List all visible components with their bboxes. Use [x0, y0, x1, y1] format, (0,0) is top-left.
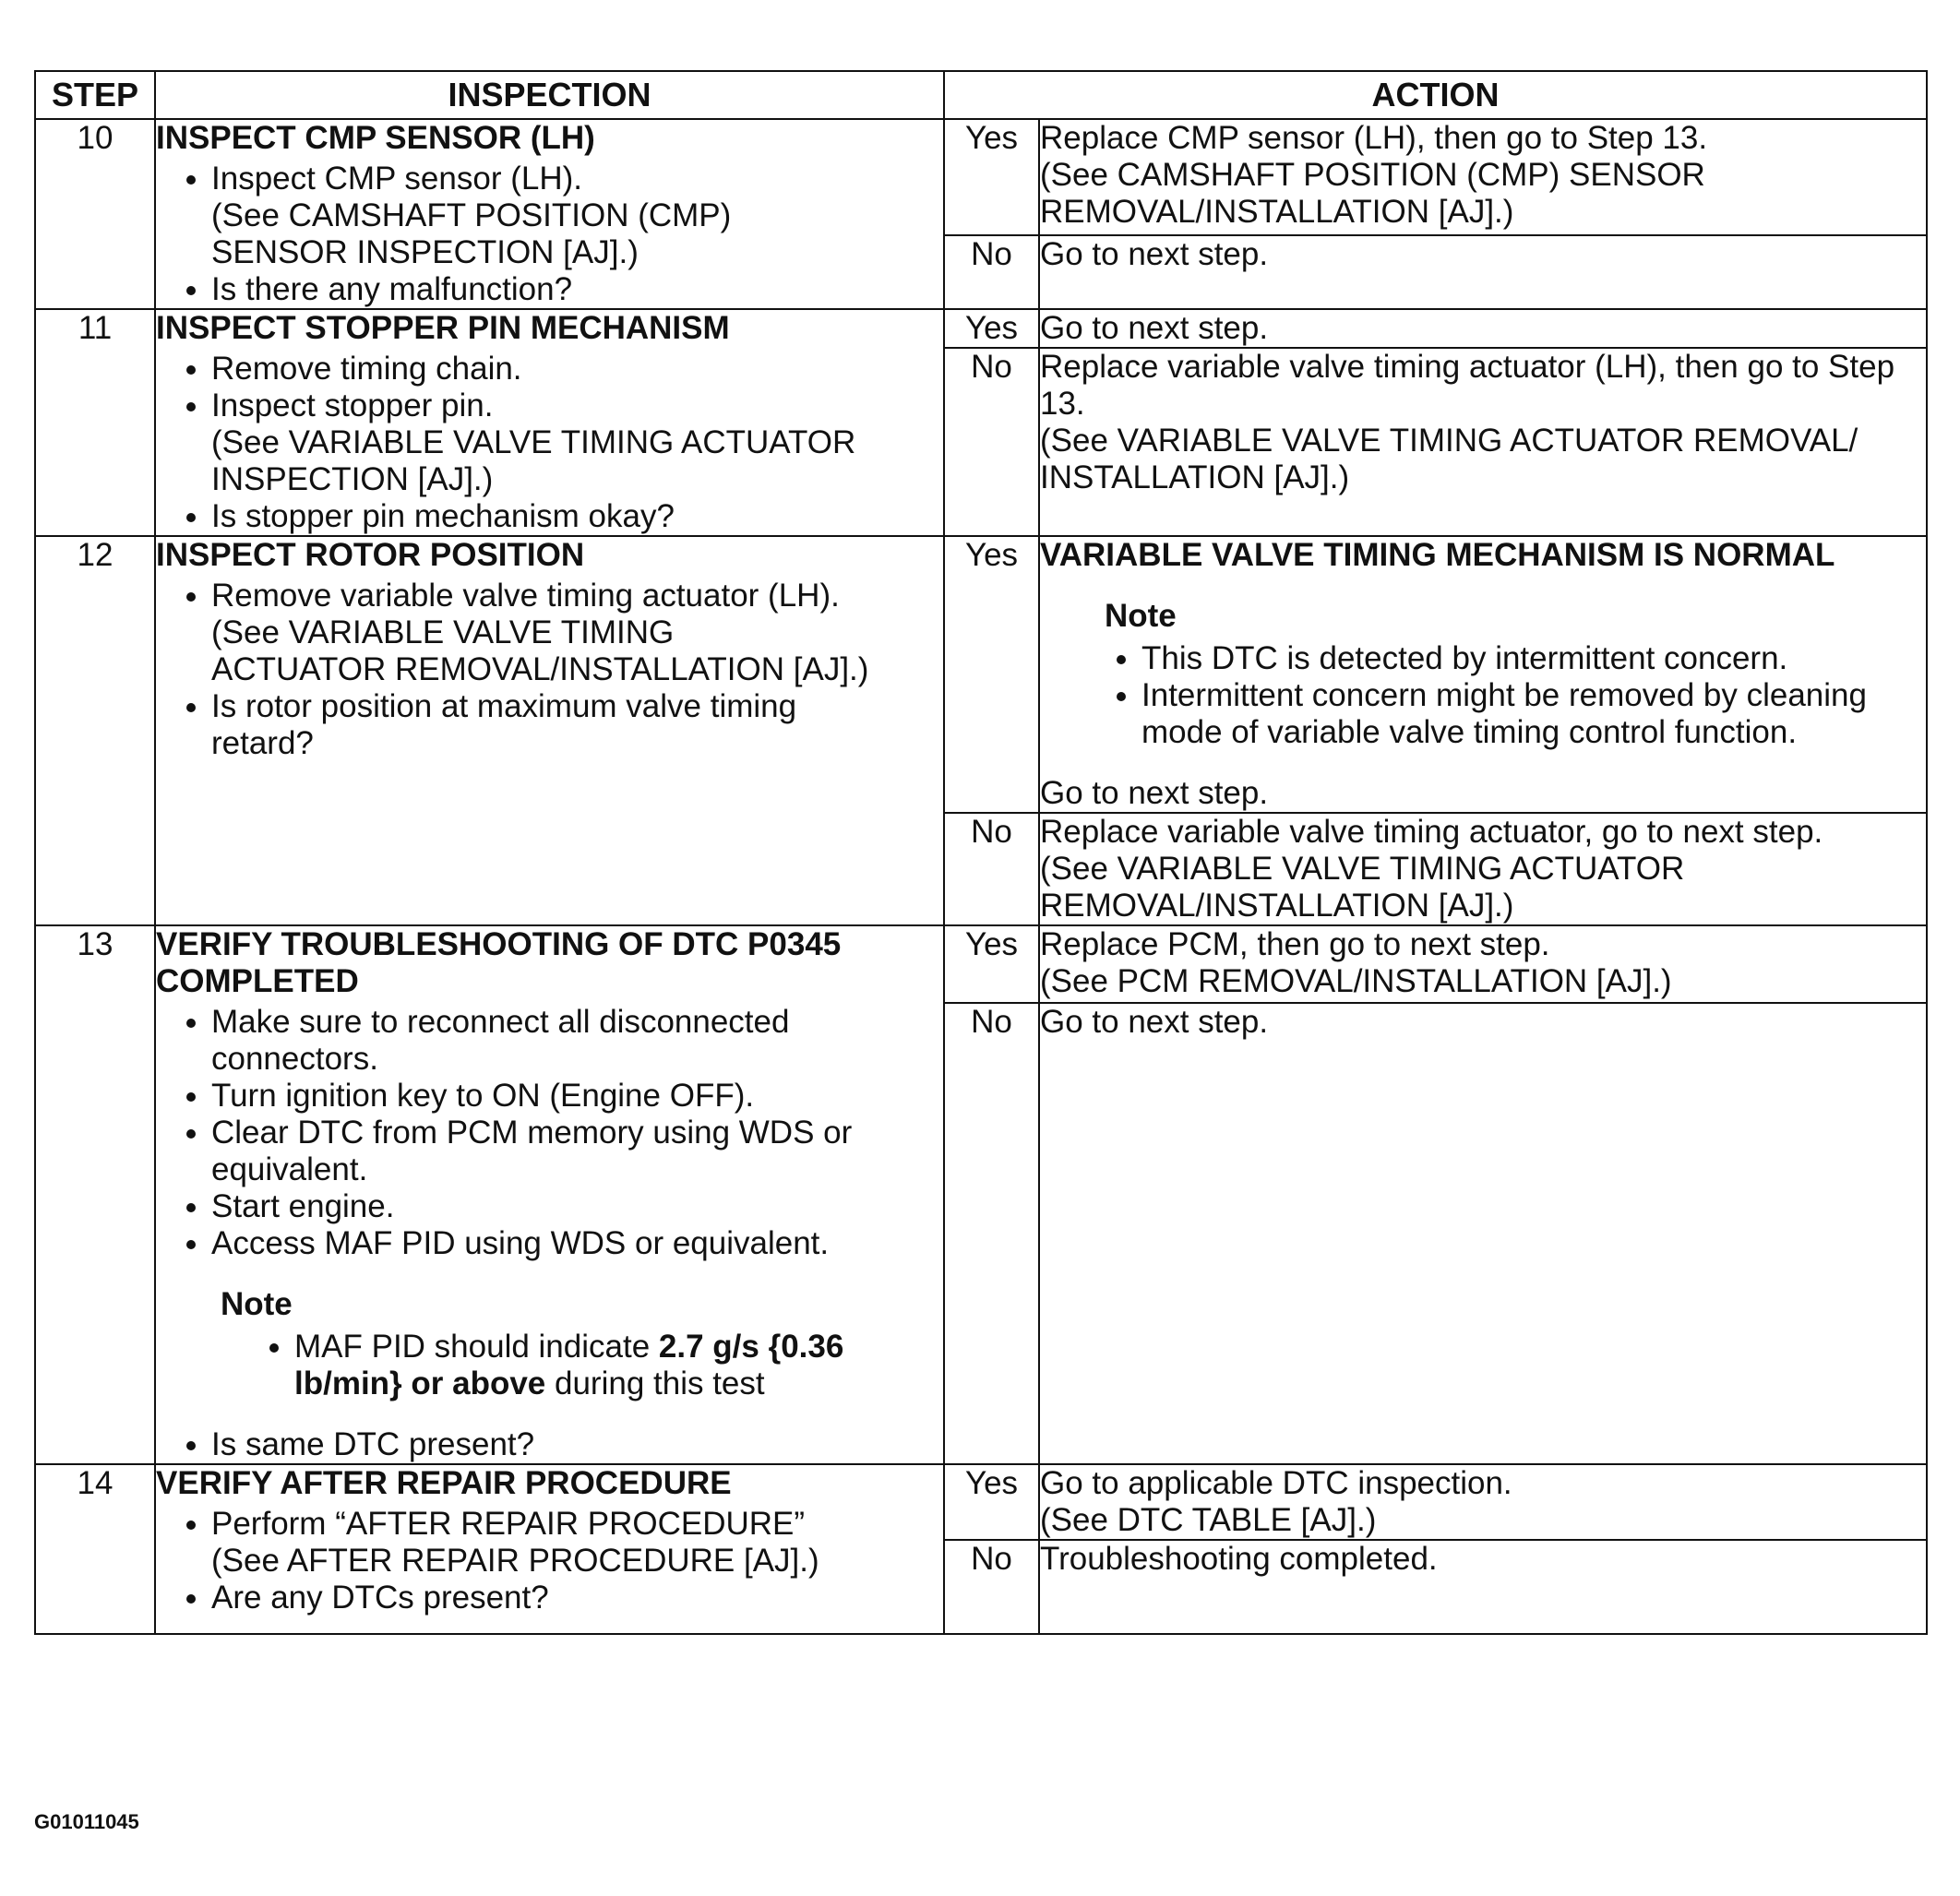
step-14-yes-row	[35, 1464, 1927, 1540]
header-inspection: INSPECTION	[155, 71, 944, 119]
inspection-bullet: • Access MAF PID using WDS or equivalent.	[211, 1225, 943, 1262]
yes-label: Yes	[944, 119, 1039, 235]
inspection-bullet: • Remove variable valve timing actuator (LH). (See VARIABLE VALVE TIMING ACTUATOR REMOVAL/INSTALLATION [AJ].)	[211, 578, 943, 688]
yes-action: Go to applicable DTC inspection. (See DTC TABLE [AJ].)	[1039, 1464, 1927, 1540]
yes-label: Yes	[944, 309, 1039, 348]
step-11-yes-row	[35, 309, 1927, 348]
note-bullet: • This DTC is detected by intermittent concern.	[1141, 640, 1926, 677]
step-inspection	[155, 119, 944, 309]
note-heading: Note	[221, 1286, 293, 1322]
header-action: ACTION	[944, 71, 1927, 119]
no-action: Replace variable valve timing actuator (LH), then go to Step 13. (See VARIABLE VALVE TIMING ACTUATOR REMOVAL/ INSTALLATION [AJ].)	[1039, 348, 1927, 536]
diagnostic-procedure-table	[34, 70, 1928, 1635]
no-label: No	[944, 1540, 1039, 1634]
inspection-bullet: • Make sure to reconnect all disconnected connectors.	[211, 1004, 943, 1078]
step-10-yes-row	[35, 119, 1927, 235]
step-inspection	[155, 536, 944, 925]
note-block	[221, 1286, 943, 1402]
note-bullet: • Intermittent concern might be removed by cleaning mode of variable valve timing control function.	[1141, 677, 1926, 751]
inspection-bullet: • Inspect stopper pin. (See VARIABLE VALVE TIMING ACTUATOR INSPECTION [AJ].)	[211, 388, 943, 498]
inspection-bullet: • Turn ignition key to ON (Engine OFF).	[211, 1078, 943, 1115]
yes-action: Replace PCM, then go to next step. (See PCM REMOVAL/INSTALLATION [AJ].)	[1039, 925, 1927, 1003]
no-action: Go to next step.	[1039, 235, 1927, 309]
no-label: No	[944, 1003, 1039, 1464]
note-bullet: • MAF PID should indicate 2.7 g/s {0.36 lb/min} or above during this test	[294, 1329, 943, 1402]
step-inspection	[155, 309, 944, 536]
inspection-bullet: • Is stopper pin mechanism okay?	[211, 498, 943, 535]
inspection-bullet: • Is rotor position at maximum valve timing retard?	[211, 688, 943, 762]
step-title: VERIFY TROUBLESHOOTING OF DTC P0345 COMPLETED	[156, 926, 842, 999]
step-title: INSPECT STOPPER PIN MECHANISM	[156, 310, 730, 346]
yes-label: Yes	[944, 1464, 1039, 1540]
no-label: No	[944, 813, 1039, 925]
step-inspection	[155, 925, 944, 1464]
yes-action: Go to next step.	[1039, 309, 1927, 348]
step-12-yes-row	[35, 536, 1927, 813]
result-title: VARIABLE VALVE TIMING MECHANISM IS NORMAL	[1040, 537, 1835, 573]
no-label: No	[944, 348, 1039, 536]
yes-action: Replace CMP sensor (LH), then go to Step 13. (See CAMSHAFT POSITION (CMP) SENSOR REMOVAL/INSTALLATION [AJ].)	[1039, 119, 1927, 235]
step-number: 10	[35, 119, 155, 309]
step-number: 11	[35, 309, 155, 536]
no-label: No	[944, 235, 1039, 309]
inspection-bullet: • Is there any malfunction?	[211, 271, 943, 308]
inspection-bullet: • Are any DTCs present?	[211, 1580, 943, 1616]
yes-label: Yes	[944, 925, 1039, 1003]
inspection-bullet: • Clear DTC from PCM memory using WDS or equivalent.	[211, 1115, 943, 1188]
step-inspection	[155, 1464, 944, 1634]
step-number: 12	[35, 536, 155, 925]
inspection-bullet: • Start engine.	[211, 1188, 943, 1225]
header-step: STEP	[35, 71, 155, 119]
note-heading: Note	[1105, 598, 1177, 634]
no-action: Replace variable valve timing actuator, go to next step. (See VARIABLE VALVE TIMING ACTUATOR REMOVAL/INSTALLATION [AJ].)	[1039, 813, 1927, 925]
note-block	[1105, 598, 1926, 751]
no-action: Go to next step.	[1039, 1003, 1927, 1464]
yes-label: Yes	[944, 536, 1039, 813]
yes-action	[1039, 536, 1927, 813]
no-action: Troubleshooting completed.	[1039, 1540, 1927, 1634]
step-title: VERIFY AFTER REPAIR PROCEDURE	[156, 1465, 732, 1501]
figure-id: G01011045	[34, 1810, 139, 1833]
yes-tail: Go to next step.	[1040, 775, 1269, 811]
header-row	[35, 71, 1927, 119]
step-title: INSPECT ROTOR POSITION	[156, 537, 585, 573]
step-13-yes-row	[35, 925, 1927, 1003]
inspection-bullet: • Inspect CMP sensor (LH). (See CAMSHAFT POSITION (CMP) SENSOR INSPECTION [AJ].)	[211, 161, 943, 271]
step-title: INSPECT CMP SENSOR (LH)	[156, 120, 595, 156]
inspection-bullet: • Perform “AFTER REPAIR PROCEDURE” (See AFTER REPAIR PROCEDURE [AJ].)	[211, 1506, 943, 1580]
step-number: 13	[35, 925, 155, 1464]
inspection-bullet: • Is same DTC present?	[211, 1426, 943, 1463]
step-number: 14	[35, 1464, 155, 1634]
inspection-bullet: • Remove timing chain.	[211, 351, 943, 388]
